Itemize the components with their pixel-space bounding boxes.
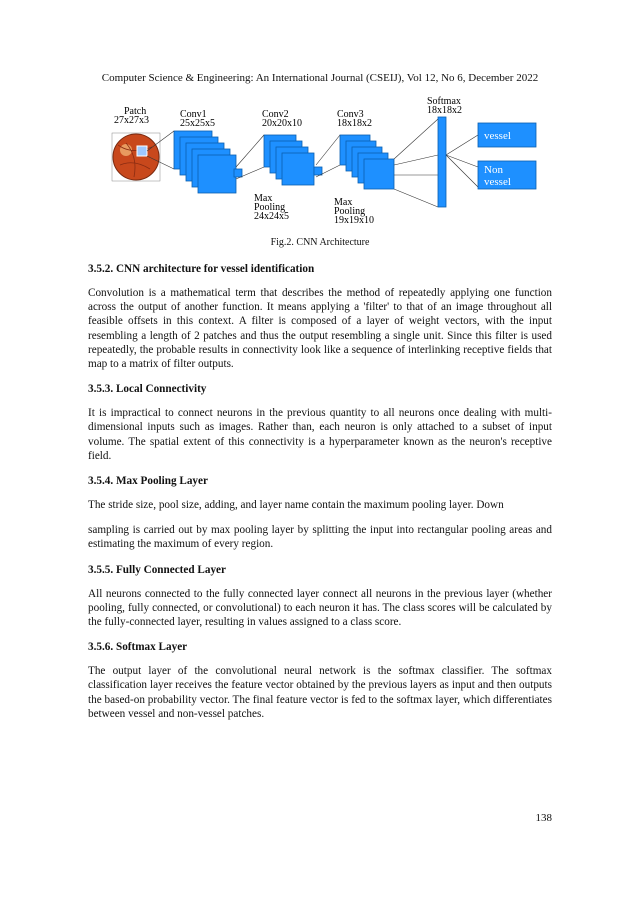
output-vessel-box (478, 123, 536, 147)
label-conv1: Conv1 (180, 109, 207, 120)
section-paragraph: The output layer of the convolutional neural network is the softmax classifier. The softmax classification layer receives the feature vector obtained by the previous layers as input and then outputs the based-on probability vector. The final feature vector is fed to the softmax layer, which differentiates between vessel and non-vessel patches. (88, 665, 552, 720)
retina-image (112, 133, 160, 181)
conv3-layer-stack (340, 135, 394, 189)
section-paragraph: sampling is carried out by max pooling layer by splitting the input into rectangular pooling areas and estimating the maximum of every region. (88, 524, 552, 551)
softmax-bar (438, 117, 446, 207)
cnn-architecture-figure (104, 95, 540, 225)
label-patch-size: 27x27x3 (114, 115, 149, 126)
section-paragraph: The stride size, pool size, adding, and layer name contain the maximum pooling layer. Down (88, 499, 504, 512)
section-paragraph: It is impractical to connect neurons in the previous quantity to all neurons once dealing with multi-dimensional inputs such as images. Rather than, each neuron is only attached to a subset of input volume. The spatial extent of this connectivity is a hyperparameter known as the neuron's receptive field. (88, 407, 552, 462)
label-conv3-size: 18x18x2 (337, 118, 372, 129)
output-nonvessel-box (478, 161, 536, 189)
body-content (88, 262, 552, 732)
section-heading: 3.5.2. CNN architecture for vessel identification (88, 263, 315, 275)
label-conv2-size: 20x20x10 (262, 118, 302, 129)
section-heading: 3.5.6. Softmax Layer (88, 641, 188, 654)
section-heading: 3.5.3. Local Connectivity (88, 383, 207, 396)
journal-header: Computer Science & Engineering: An International Journal (CSEIJ), Vol 12, No 6, December 2022 (101, 72, 539, 84)
label-out-non: Non (484, 164, 503, 176)
label-softmax: Softmax (427, 96, 461, 107)
label-conv2: Conv2 (262, 109, 289, 120)
label-pool1-a: Max (254, 193, 273, 204)
conv1-layer-stack (174, 131, 242, 193)
label-softmax-size: 18x18x2 (427, 105, 462, 116)
label-pool2-a: Max (334, 197, 353, 208)
figure-caption: Fig.2. CNN Architecture (270, 237, 370, 248)
label-out-nonvessel: vessel (484, 176, 511, 188)
label-pool2-b: Pooling (334, 206, 366, 217)
page-number: 138 (535, 812, 552, 824)
section-paragraph: All neurons connected to the fully connected layer connect all neurons in the previous layer (whether pooling, fully connected, or convolutional) to each neuron it has. The class scores will be calculated by the fully-connected layer, resulting in values assigned to a class score. (88, 587, 552, 629)
conv2-layer-stack (264, 135, 322, 185)
label-patch: Patch (124, 106, 147, 117)
label-pool2-size: 19x19x10 (334, 215, 374, 225)
label-pool1-size: 24x24x5 (254, 211, 289, 222)
label-conv3: Conv3 (337, 109, 364, 120)
section-heading: 3.5.5. Fully Connected Layer (88, 563, 226, 576)
label-pool1-b: Pooling (254, 202, 286, 213)
label-conv1-size: 25x25x5 (180, 118, 215, 129)
section-paragraph: Convolution is a mathematical term that describes the method of repeatedly applying one function across the output of another function. It means applying a 'filter' to that of an image throughout all feasible offsets in this context. A filter is composed of a layer of weight vectors, with the input resembling a length of 2 patches and thus the output resembling a single unit. Since this filter is used repeatedly, the probable results in connectivity look like a sequence of interlinking receptive fields that map to a matrix of filter outputs. (88, 287, 552, 371)
section-heading: 3.5.4. Max Pooling Layer (88, 475, 208, 488)
label-out-vessel: vessel (484, 130, 511, 142)
